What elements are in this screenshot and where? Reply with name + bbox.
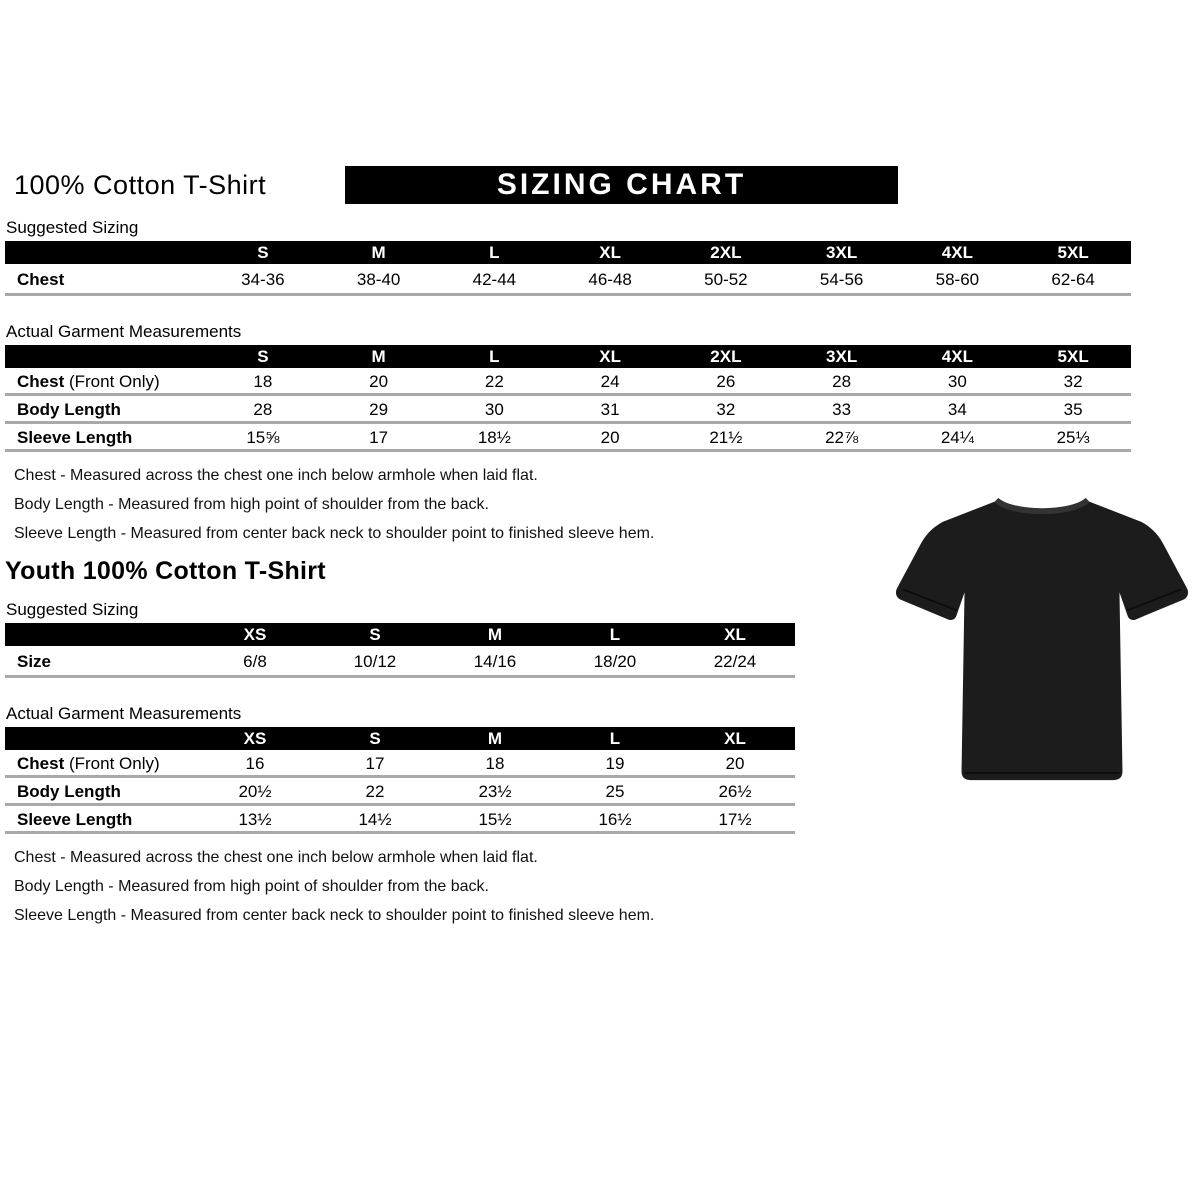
youth-section-title: Youth 100% Cotton T-Shirt: [5, 557, 326, 585]
black-tshirt-icon: [893, 478, 1191, 818]
table-row: [5, 806, 795, 834]
table-header-row: [5, 345, 1131, 368]
table-cell: 58-60: [935, 270, 980, 289]
column-header: L: [489, 347, 500, 366]
table-cell: 17½: [718, 810, 752, 829]
youth-actual-measurements-label: Actual Garment Measurements: [6, 704, 242, 723]
column-header: 3XL: [826, 347, 858, 366]
table-header-row: [5, 241, 1131, 264]
column-header: 5XL: [1057, 347, 1089, 366]
table-cell: 42-44: [472, 270, 517, 289]
table-cell: 22: [484, 372, 504, 391]
header-corner-cell: [5, 623, 195, 646]
table-cell: 15½: [478, 810, 512, 829]
table-cell: 19: [605, 754, 625, 773]
column-header: 2XL: [710, 243, 742, 262]
column-header: XS: [243, 729, 267, 748]
table-cell: 35: [1063, 400, 1083, 419]
youth-suggested-sizing-table: [5, 623, 795, 678]
table-cell: 38-40: [356, 270, 401, 289]
table-cell: 18/20: [593, 652, 637, 671]
table-cell: 21½: [709, 428, 743, 447]
column-header: S: [369, 729, 381, 748]
table-row: [5, 646, 795, 678]
table-cell: 18½: [477, 428, 511, 447]
note-sleeve-length: Sleeve Length - Measured from center back neck to shoulder point to finished sleeve hem.: [14, 907, 655, 924]
table-cell: 17: [365, 754, 385, 773]
column-header: M: [371, 243, 386, 262]
table-cell: 24: [600, 372, 620, 391]
note-body-length: Body Length - Measured from high point of shoulder from the back.: [14, 496, 489, 513]
table-cell: 20½: [238, 782, 272, 801]
youth-measurement-notes: [14, 849, 1200, 925]
column-header: M: [487, 625, 503, 644]
header-corner-cell: [5, 345, 205, 368]
column-header: L: [609, 625, 621, 644]
adult-suggested-sizing-label: Suggested Sizing: [6, 218, 139, 237]
table-cell: 26: [716, 372, 736, 391]
table-cell: 32: [1063, 372, 1083, 391]
column-header: S: [257, 243, 269, 262]
column-header: M: [487, 729, 503, 748]
header-corner-cell: [5, 241, 205, 264]
table-cell: 16: [245, 754, 265, 773]
table-cell: 62-64: [1051, 270, 1095, 289]
tshirt-product-image: [893, 478, 1191, 818]
row-label: Body Length: [17, 782, 121, 801]
table-cell: 16½: [598, 810, 632, 829]
table-cell: 22⅞: [825, 428, 859, 447]
table-row: [5, 264, 1131, 296]
table-cell: 29: [369, 400, 389, 419]
table-cell: 20: [725, 754, 745, 773]
table-row: [5, 368, 1131, 396]
youth-suggested-sizing-label: Suggested Sizing: [6, 600, 139, 619]
table-cell: 30: [947, 372, 967, 391]
sizing-chart-banner: SIZING CHART: [345, 166, 898, 204]
column-header: M: [371, 347, 386, 366]
table-row: [5, 396, 1131, 424]
table-cell: 50-52: [704, 270, 748, 289]
adult-actual-measurements-label: Actual Garment Measurements: [6, 322, 242, 341]
table-header-row: [5, 727, 795, 750]
row-label: Size: [17, 652, 52, 671]
table-row: [5, 778, 795, 806]
adult-suggested-sizing-table: [5, 241, 1131, 296]
row-label: Chest: [17, 270, 65, 289]
header-row: [14, 0, 1200, 204]
column-header: 3XL: [826, 243, 858, 262]
table-cell: 26½: [718, 782, 752, 801]
column-header: 2XL: [710, 347, 742, 366]
column-header: XL: [599, 243, 621, 262]
table-cell: 23½: [478, 782, 512, 801]
column-header: 4XL: [941, 347, 973, 366]
table-header-row: [5, 623, 795, 646]
table-cell: 28: [253, 400, 273, 419]
column-header: XL: [599, 347, 621, 366]
youth-actual-measurements-table: [5, 727, 795, 834]
table-cell: 31: [600, 400, 620, 419]
row-label: Body Length: [17, 400, 121, 419]
table-cell: 33: [832, 400, 852, 419]
row-label: Chest (Front Only): [17, 754, 160, 773]
note-chest: Chest - Measured across the chest one inch below armhole when laid flat.: [14, 467, 538, 484]
table-cell: 20: [600, 428, 620, 447]
table-cell: 30: [484, 400, 504, 419]
table-cell: 13½: [238, 810, 272, 829]
table-cell: 32: [716, 400, 736, 419]
row-label: Chest (Front Only): [17, 372, 160, 391]
row-label: Sleeve Length: [17, 810, 133, 829]
column-header: L: [489, 243, 500, 262]
row-label: Sleeve Length: [17, 428, 133, 447]
table-cell: 20: [369, 372, 389, 391]
column-header: S: [257, 347, 269, 366]
column-header: XS: [243, 625, 267, 644]
note-body-length: Body Length - Measured from high point of shoulder from the back.: [14, 878, 489, 895]
table-cell: 34: [947, 400, 967, 419]
column-header: L: [609, 729, 621, 748]
table-cell: 14/16: [473, 652, 517, 671]
column-header: XL: [724, 729, 746, 748]
table-cell: 15⅝: [246, 428, 280, 447]
table-cell: 24¼: [940, 428, 974, 447]
table-cell: 14½: [358, 810, 392, 829]
table-cell: 6/8: [243, 652, 267, 671]
table-cell: 25⅓: [1056, 428, 1090, 447]
column-header: XL: [724, 625, 746, 644]
table-cell: 10/12: [353, 652, 397, 671]
table-cell: 34-36: [241, 270, 285, 289]
table-cell: 18: [485, 754, 505, 773]
adult-actual-measurements-table: [5, 345, 1131, 452]
column-header: 4XL: [941, 243, 973, 262]
column-header: S: [369, 625, 381, 644]
note-chest: Chest - Measured across the chest one inch below armhole when laid flat.: [14, 849, 538, 866]
table-cell: 25: [605, 782, 625, 801]
table-row: [5, 424, 1131, 452]
table-cell: 28: [832, 372, 852, 391]
table-cell: 18: [253, 372, 273, 391]
table-cell: 54-56: [819, 270, 864, 289]
column-header: 5XL: [1057, 243, 1089, 262]
note-sleeve-length: Sleeve Length - Measured from center back neck to shoulder point to finished sleeve hem.: [14, 525, 655, 542]
table-cell: 22: [365, 782, 385, 801]
table-cell: 46-48: [588, 270, 632, 289]
page-title: 100% Cotton T-Shirt: [14, 169, 267, 200]
table-row: [5, 750, 795, 778]
table-cell: 17: [369, 428, 389, 447]
header-corner-cell: [5, 727, 195, 750]
table-cell: 22/24: [713, 652, 757, 671]
